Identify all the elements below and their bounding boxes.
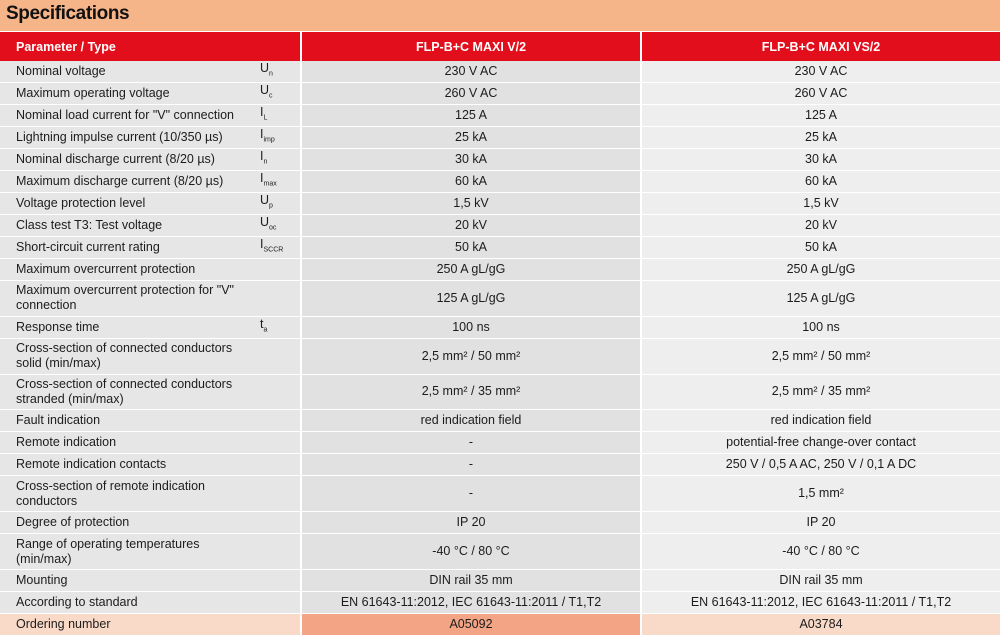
parameter-label: Maximum overcurrent protection [16,262,196,276]
parameter-label: Maximum discharge current (8/20 µs) [16,174,224,188]
parameter-cell [0,454,302,476]
symbol-letter: t [260,317,264,332]
page-title: Specifications [6,3,130,24]
parameter-label: Nominal discharge current (8/20 µs) [16,152,215,166]
value-cell-vs2: potential-free change-over contact [642,432,1000,454]
parameter-label: Ordering number [16,616,111,631]
symbol-letter: U [260,193,270,208]
symbol-letter: U [260,83,270,98]
value-cell-vs2: 20 kV [642,215,1000,237]
value-cell-vs2: 60 kA [642,171,1000,193]
ordering-number-row [0,614,1000,636]
value-cell-v2: 50 kA [302,237,642,259]
value-cell-vs2: 125 A [642,105,1000,127]
parameter-cell [0,83,302,105]
symbol-letter: U [260,215,270,230]
value-cell-v2: IP 20 [302,512,642,534]
value-cell-v2: 20 kV [302,215,642,237]
parameter-label: Cross-section of connected conductors stranded (min/max) [16,376,233,406]
header-parameter-type: Parameter / Type [0,32,302,61]
value-cell-v2: - [302,454,642,476]
parameter-label: Degree of protection [16,515,130,530]
value-cell-v2: -40 °C / 80 °C [302,534,642,570]
parameter-cell [0,171,302,193]
symbol-letter: U [260,61,270,76]
value-cell-v2: 125 A [302,105,642,127]
table-row [0,215,1000,237]
parameter-cell [0,127,302,149]
parameter-label: Remote indication [16,435,117,450]
parameter-symbol [260,317,300,338]
value-cell-vs2: red indication field [642,410,1000,432]
value-cell-vs2: 30 kA [642,149,1000,171]
parameter-symbol [260,105,300,126]
table-row [0,512,1000,534]
value-cell-vs2: 50 kA [642,237,1000,259]
parameter-label: Remote indication contacts [16,457,167,472]
parameter-cell [0,105,302,127]
symbol-letter: I [260,105,264,120]
parameter-symbol [260,127,300,148]
table-row [0,281,1000,317]
parameter-symbol [260,171,300,192]
parameter-cell [0,215,302,237]
value-cell-vs2: 250 A gL/gG [642,259,1000,281]
header-flp-maxi-vs2: FLP-B+C MAXI VS/2 [642,32,1000,61]
value-cell-vs2: A03784 [642,614,1000,636]
table-row [0,171,1000,193]
parameter-label: Cross-section of remote indication conductors [16,478,205,508]
table-row [0,534,1000,570]
specifications-table [0,32,1000,636]
value-cell-v2: 125 A gL/gG [302,281,642,317]
parameter-label: Voltage protection level [16,196,146,210]
value-cell-v2: 250 A gL/gG [302,259,642,281]
value-cell-v2: DIN rail 35 mm [302,570,642,592]
parameter-label: Class test T3: Test voltage [16,218,163,232]
value-cell-v2: - [302,476,642,512]
table-row [0,339,1000,375]
symbol-subscript: imp [263,136,275,144]
value-cell-v2: 100 ns [302,317,642,339]
table-row [0,61,1000,83]
value-cell-v2: 230 V AC [302,61,642,83]
table-row [0,149,1000,171]
symbol-letter: I [260,171,264,186]
parameter-label: Response time [16,319,100,334]
value-cell-v2: 2,5 mm² / 35 mm² [302,375,642,411]
value-cell-v2: 30 kA [302,149,642,171]
value-cell-v2: 260 V AC [302,83,642,105]
value-cell-vs2: EN 61643-11:2012, IEC 61643-11:2011 / T1,T2 [642,592,1000,614]
parameter-label: Short-circuit current rating [16,240,160,254]
table-row [0,432,1000,454]
table-row [0,105,1000,127]
value-cell-v2: red indication field [302,410,642,432]
parameter-label: Nominal load current for "V" connection [16,108,235,122]
table-header-row [0,32,1000,61]
title-bar [0,0,1000,31]
parameter-cell [0,61,302,83]
value-cell-vs2: 250 V / 0,5 A AC, 250 V / 0,1 A DC [642,454,1000,476]
parameter-cell [0,339,302,375]
value-cell-vs2: 260 V AC [642,83,1000,105]
value-cell-vs2: 2,5 mm² / 50 mm² [642,339,1000,375]
symbol-subscript: max [263,180,277,188]
parameter-cell [0,317,302,339]
value-cell-vs2: DIN rail 35 mm [642,570,1000,592]
value-cell-vs2: IP 20 [642,512,1000,534]
value-cell-vs2: 125 A gL/gG [642,281,1000,317]
symbol-subscript: n [269,70,273,78]
symbol-subscript: oc [269,224,277,232]
parameter-symbol [260,83,300,104]
value-cell-vs2: 230 V AC [642,61,1000,83]
parameter-label: Cross-section of connected conductors solid (min/max) [16,341,233,371]
parameter-cell [0,149,302,171]
parameter-cell [0,432,302,454]
parameter-cell [0,375,302,411]
parameter-cell [0,534,302,570]
symbol-subscript: c [269,92,273,100]
parameter-cell [0,614,302,636]
value-cell-v2: 2,5 mm² / 50 mm² [302,339,642,375]
parameter-cell [0,410,302,432]
value-cell-vs2: -40 °C / 80 °C [642,534,1000,570]
parameter-symbol [260,215,300,236]
parameter-label: Range of operating temperatures (min/max) [16,536,200,566]
parameter-cell [0,592,302,614]
value-cell-v2: 1,5 kV [302,193,642,215]
table-row [0,127,1000,149]
symbol-subscript: a [263,326,268,334]
table-row [0,454,1000,476]
symbol-letter: I [260,149,264,164]
parameter-label: Nominal voltage [16,64,106,78]
parameter-symbol [260,149,300,170]
value-cell-v2: 25 kA [302,127,642,149]
symbol-subscript: L [263,114,268,122]
table-row [0,83,1000,105]
table-body [0,61,1000,636]
table-row [0,570,1000,592]
table-row [0,375,1000,411]
parameter-symbol [260,193,300,214]
parameter-cell [0,570,302,592]
value-cell-v2: 60 kA [302,171,642,193]
parameter-label: According to standard [16,594,138,609]
value-cell-vs2: 100 ns [642,317,1000,339]
parameter-cell [0,281,302,317]
parameter-label: Lightning impulse current (10/350 µs) [16,130,223,144]
symbol-letter: I [260,127,264,142]
symbol-subscript: SCCR [263,246,284,254]
parameter-label: Mounting [16,572,68,587]
parameter-label: Fault indication [16,413,101,428]
parameter-cell [0,237,302,259]
parameter-symbol [260,237,300,258]
header-flp-maxi-v2: FLP-B+C MAXI V/2 [302,32,642,61]
value-cell-vs2: 1,5 kV [642,193,1000,215]
table-row [0,410,1000,432]
value-cell-v2: EN 61643-11:2012, IEC 61643-11:2011 / T1,T2 [302,592,642,614]
parameter-cell [0,476,302,512]
symbol-subscript: p [269,202,273,210]
parameter-cell [0,512,302,534]
value-cell-vs2: 1,5 mm² [642,476,1000,512]
table-row [0,476,1000,512]
value-cell-v2: A05092 [302,614,642,636]
parameter-cell [0,193,302,215]
table-row [0,592,1000,614]
table-row [0,237,1000,259]
parameter-label: Maximum overcurrent protection for "V" connection [16,283,234,313]
value-cell-vs2: 2,5 mm² / 35 mm² [642,375,1000,411]
table-row [0,259,1000,281]
parameter-cell [0,259,302,281]
parameter-label: Maximum operating voltage [16,86,170,100]
symbol-subscript: n [263,158,268,166]
value-cell-v2: - [302,432,642,454]
parameter-symbol [260,61,300,82]
symbol-letter: I [260,237,264,252]
table-row [0,317,1000,339]
value-cell-vs2: 25 kA [642,127,1000,149]
table-row [0,193,1000,215]
